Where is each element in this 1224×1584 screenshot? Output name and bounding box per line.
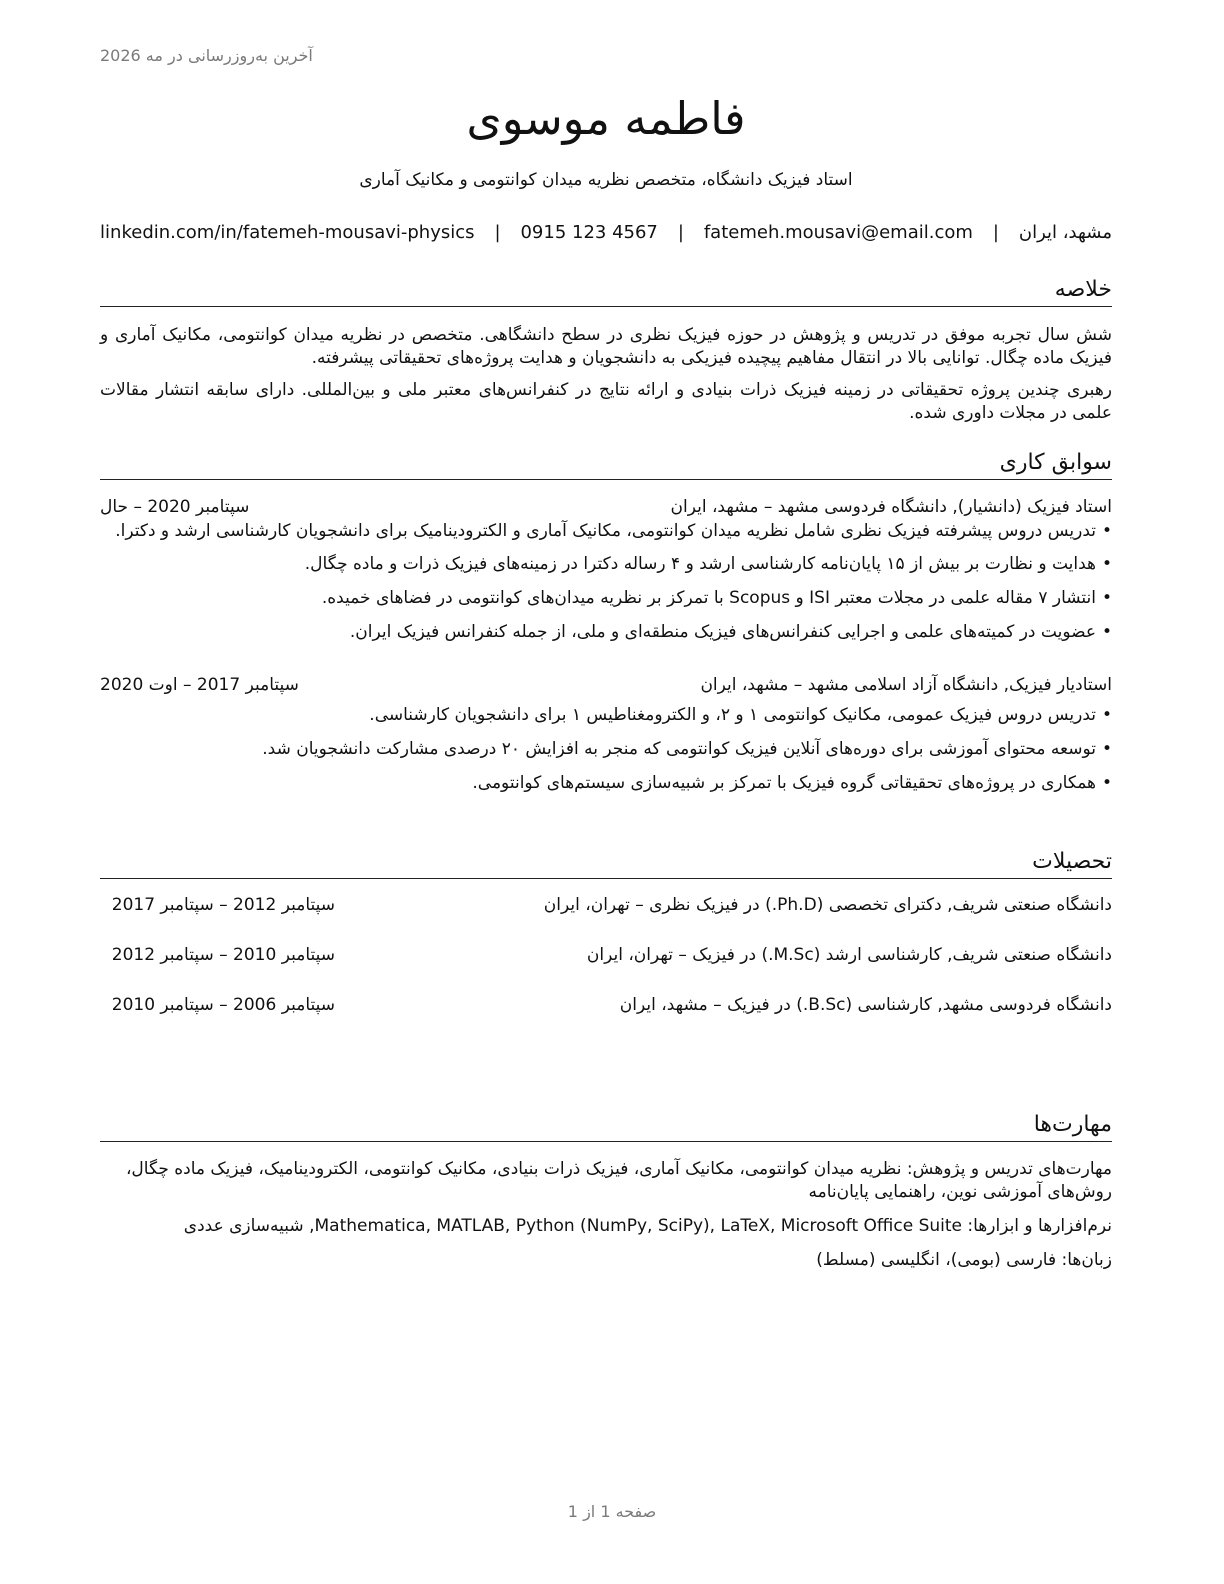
contact-location: مشهد، ایران xyxy=(1018,222,1112,243)
job-title: استاد فیزیک (دانشیار), دانشگاه فردوسی مشهد – مشهد، ایران xyxy=(670,497,1112,517)
contact-linkedin[interactable]: linkedin.com/in/fatemeh-mousavi-physics xyxy=(100,222,475,243)
job-title: استادیار فیزیک, دانشگاه آزاد اسلامی مشهد – مشهد، ایران xyxy=(700,675,1112,695)
skills-heading: مهارت‌ها xyxy=(100,1111,1112,1142)
education-degree: دانشگاه فردوسی مشهد, کارشناسی (B.Sc.) در فیزیک – مشهد، ایران xyxy=(619,995,1112,1015)
job-bullet: • تدریس دروس پیشرفته فیزیک نظری شامل نظریه میدان کوانتومی، مکانیک آماری و الکترودینامیک برای دانشجویان کارشناسی ارشد و دکترا. xyxy=(100,519,1112,543)
summary-section xyxy=(100,276,1112,425)
skills-section xyxy=(100,1111,1112,1272)
summary-paragraph: رهبری چندین پروژه تحقیقاتی در زمینه فیزیک ذرات بنیادی و ارائه نتایج در کنفرانس‌های معتبر ملی و بین‌المللی. دارای سابقه انتشار مقالات علمی در مجلات داوری شده. xyxy=(100,380,1112,423)
job-header xyxy=(100,673,1112,697)
job-bullet: • عضویت در کمیته‌های علمی و اجرایی کنفرانس‌های فیزیک منطقه‌ای و ملی، از جمله کنفرانس فیزیک ایران. xyxy=(100,620,1112,644)
job-bullet: • انتشار ۷ مقاله علمی در مجلات معتبر ISI و Scopus با تمرکز بر نظریه میدان‌های کوانتومی در فضاهای خمیده. xyxy=(100,586,1112,610)
resume-page xyxy=(100,0,1112,1584)
education-entry xyxy=(100,943,1112,968)
job-date: سپتامبر 2020 – حال xyxy=(100,497,250,517)
job-bullet: • همکاری در پروژه‌های تحقیقاتی گروه فیزیک با تمرکز بر شبیه‌سازی سیستم‌های کوانتومی. xyxy=(100,771,1112,795)
education-date: سپتامبر 2012 – سپتامبر 2017 xyxy=(111,895,335,915)
education-degree: دانشگاه صنعتی شریف, کارشناسی ارشد (M.Sc.) در فیزیک – تهران، ایران xyxy=(586,945,1112,965)
job-entry xyxy=(100,673,1112,795)
job-entry xyxy=(100,495,1112,644)
education-heading: تحصیلات xyxy=(100,848,1112,879)
contact-separator: | xyxy=(677,222,684,243)
contact-phone[interactable]: 0915 123 4567 xyxy=(520,222,658,243)
contact-email[interactable]: fatemeh.mousavi@email.com xyxy=(703,222,973,243)
job-date: سپتامبر 2017 – اوت 2020 xyxy=(100,675,299,695)
skills-line: مهارت‌های تدریس و پژوهش: نظریه میدان کوانتومی، مکانیک آماری، فیزیک ذرات بنیادی، مکانیک کوانتومی، الکترودینامیک، فیزیک ماده چگال، روش‌های آموزشی نوین، راهنمایی پایان‌نامه xyxy=(125,1159,1112,1202)
experience-section xyxy=(100,449,1112,795)
person-name: فاطمه موسوی xyxy=(466,92,746,145)
education-section xyxy=(100,848,1112,1018)
summary-heading: خلاصه xyxy=(100,276,1112,307)
education-entry xyxy=(100,893,1112,918)
education-degree: دانشگاه صنعتی شریف, دکترای تخصصی (Ph.D.) در فیزیک نظری – تهران، ایران xyxy=(543,895,1112,915)
experience-heading: سوابق کاری xyxy=(100,449,1112,480)
job-bullet: • توسعه محتوای آموزشی برای دوره‌های آنلاین فیزیک کوانتومی که منجر به افزایش ۲۰ درصدی مشارکت دانشجویان شد. xyxy=(100,737,1112,761)
education-date: سپتامبر 2006 – سپتامبر 2010 xyxy=(111,995,335,1015)
tagline: استاد فیزیک دانشگاه، متخصص نظریه میدان کوانتومی و مکانیک آماری xyxy=(359,170,853,190)
education-entry xyxy=(100,993,1112,1018)
contact-line xyxy=(100,222,1112,243)
contact-separator: | xyxy=(494,222,501,243)
page-number: صفحه 1 از 1 xyxy=(567,1502,657,1521)
summary-paragraph: شش سال تجربه موفق در تدریس و پژوهش در حوزه فیزیک نظری در سطح دانشگاهی. متخصص در نظریه میدان کوانتومی، مکانیک آماری و فیزیک ماده چگال. توانایی بالا در انتقال مفاهیم پیچیده فیزیکی به دانشجویان و هدایت پروژه‌های تحقیقاتی پیشرفته. xyxy=(100,325,1112,368)
job-bullets xyxy=(100,519,1112,644)
job-bullets xyxy=(100,703,1112,795)
job-bullet: • تدریس دروس فیزیک عمومی، مکانیک کوانتومی ۱ و ۲، و الکترومغناطیس ۱ برای دانشجویان کارشناسی. xyxy=(100,703,1112,727)
contact-separator: | xyxy=(992,222,999,243)
last-updated: آخرین به‌روزرسانی در مه 2026 xyxy=(100,46,313,65)
skills-line: زبان‌ها: فارسی (بومی)، انگلیسی (مسلط) xyxy=(816,1250,1112,1270)
job-header xyxy=(100,495,1112,519)
skills-line: نرم‌افزارها و ابزارها: Mathematica, MATLAB, Python (NumPy, SciPy), LaTeX, Microsoft Office Suite, شبیه‌سازی عددی xyxy=(183,1216,1112,1236)
education-date: سپتامبر 2010 – سپتامبر 2012 xyxy=(111,945,335,965)
job-bullet: • هدایت و نظارت بر بیش از ۱۵ پایان‌نامه کارشناسی ارشد و ۴ رساله دکترا در زمینه‌های فیزیک ذرات و ماده چگال. xyxy=(100,552,1112,576)
